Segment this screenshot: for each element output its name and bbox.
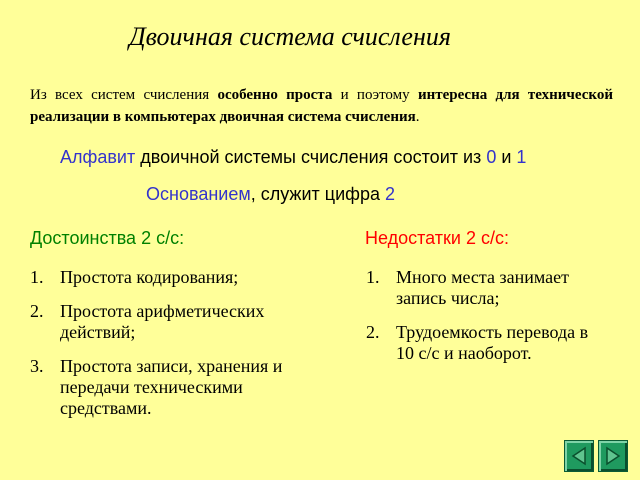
list-item — [30, 356, 315, 419]
intro-text-3: . — [415, 109, 420, 125]
list-item-number: 1. — [30, 267, 44, 287]
list-item-text: Трудоемкость перевода в 10 с/с и наоборот. — [396, 322, 589, 363]
alphabet-text: двоичной системы счисления состоит из — [135, 147, 487, 167]
disadvantages-list — [366, 267, 606, 377]
list-item-number: 3. — [30, 356, 44, 376]
alphabet-digit-0: 0 — [486, 147, 497, 167]
intro-bold-2: интересна для технической реализации в компьютерах двоичная система счисления — [30, 87, 613, 125]
slide-title: Двоичная система счисления — [129, 22, 451, 51]
advantages-heading: Достоинства 2 с/с: — [30, 228, 185, 248]
alphabet-and: и — [496, 147, 517, 167]
list-item — [30, 301, 315, 343]
next-slide-button[interactable] — [598, 440, 628, 472]
alphabet-line — [60, 147, 526, 168]
list-item-number: 2. — [366, 322, 380, 342]
list-item-text: Простота кодирования; — [60, 267, 239, 287]
list-item — [30, 267, 315, 288]
previous-slide-button[interactable] — [564, 440, 594, 472]
list-item — [366, 267, 606, 309]
disadvantages-heading: Недостатки 2 с/с: — [365, 228, 509, 248]
list-item-text: Много места занимает запись числа; — [396, 267, 569, 308]
intro-paragraph — [30, 84, 613, 128]
list-item-text: Простота записи, хранения и передачи техническими средствами. — [60, 356, 283, 418]
advantages-list — [30, 267, 315, 432]
list-item-number: 1. — [366, 267, 380, 287]
list-item — [366, 322, 606, 364]
base-term: Основанием — [146, 184, 251, 204]
base-text: , служит цифра — [250, 184, 385, 204]
base-line — [146, 184, 395, 205]
list-item-text: Простота арифметических действий; — [60, 301, 265, 342]
alphabet-digit-1: 1 — [516, 147, 527, 167]
base-digit: 2 — [384, 184, 395, 204]
triangle-right-icon — [603, 446, 623, 466]
intro-text-1: Из всех систем счисления — [30, 87, 218, 103]
triangle-left-icon — [569, 446, 589, 466]
intro-bold-1: особенно проста — [217, 87, 333, 103]
alphabet-term: Алфавит — [60, 147, 136, 167]
list-item-number: 2. — [30, 301, 44, 321]
intro-text-2: и поэтому — [332, 87, 418, 103]
